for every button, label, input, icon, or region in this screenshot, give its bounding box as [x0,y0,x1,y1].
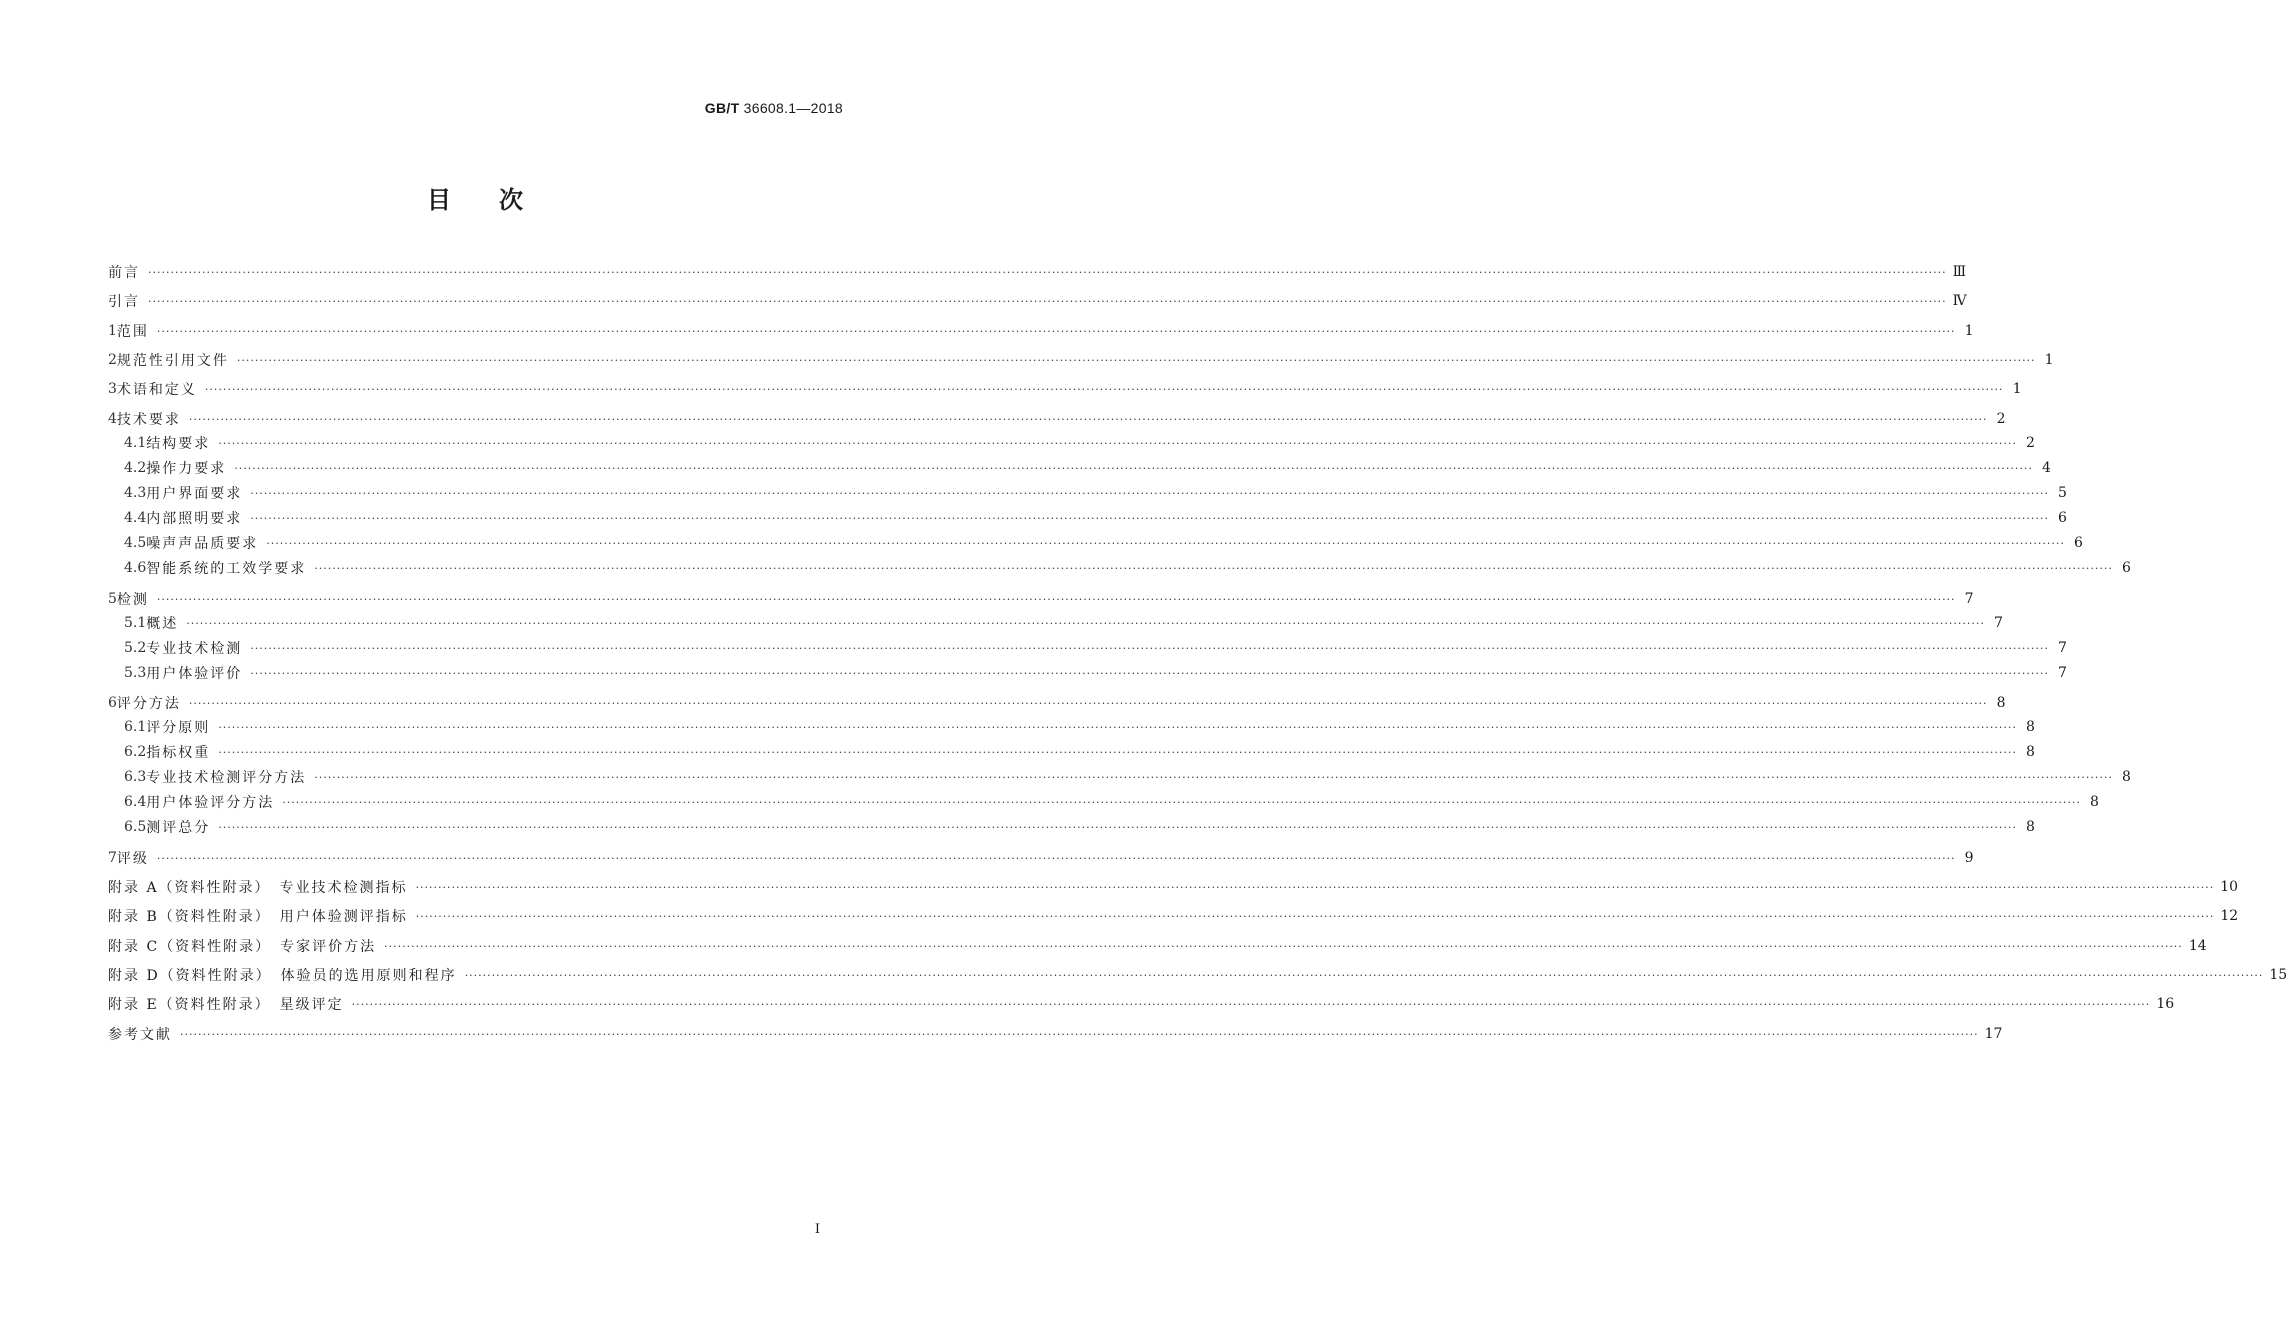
toc-entry-number: 6.1 [124,719,147,735]
toc-entry[interactable] [124,661,2067,685]
toc-entry[interactable] [108,406,2006,432]
toc-entry[interactable] [108,318,1974,344]
toc-dot-leader: ················································································································································································································································································································································································································ [384,939,2183,953]
toc-dot-leader: ················································································································································································································································································································································································································ [250,641,2049,655]
toc-entry[interactable] [108,259,1967,285]
toc-entry-label: 专业技术检测评分方法 [146,770,307,786]
toc-entry-page: 16 [2156,996,2175,1012]
toc-entry-label: 参考文献 [108,1027,172,1043]
toc-entry[interactable] [124,740,2035,764]
toc-entry[interactable] [108,1021,2003,1047]
toc-entry-number: 5.2 [124,640,147,656]
standard-prefix: GB/T [704,100,740,116]
page-title: 目 次 [427,186,523,214]
toc-dot-leader: ················································································································································································································································································································································································································ [218,745,2017,759]
toc-entry-number: 2 [108,352,117,368]
toc-entry-page: 2 [1996,411,2006,427]
toc-entry-page: 7 [1964,591,1974,607]
toc-entry[interactable] [124,815,2035,839]
toc-entry-label: 专业技术检测 [146,641,243,657]
toc-dot-leader: ················································································································································································································································································································································································································ [236,353,2036,367]
toc-entry-page: 7 [2057,665,2067,681]
toc-entry[interactable] [108,690,2006,716]
toc-entry[interactable] [108,586,1974,612]
page-number: Ⅰ [814,1222,820,1237]
toc-entry-number: 6.5 [124,819,147,835]
toc-entry[interactable] [124,556,2131,580]
toc-entry-page: Ⅲ [1952,264,1967,280]
toc-dot-leader: ················································································································································································································································································································································································································ [156,851,1956,865]
toc-dot-leader: ················································································································································································································································································································································································································ [314,770,2113,784]
toc-entry-number: 4 [108,411,117,427]
toc-entry-number: 3 [108,381,117,397]
toc-entry[interactable] [124,715,2035,739]
toc-entry-page: 2 [2025,435,2035,451]
toc-entry-number: 4.6 [124,560,147,576]
toc-entry-label: 指标权重 [146,745,211,761]
toc-entry-page: Ⅳ [1952,293,1967,309]
toc-entry-label: 附录 B（资料性附录） 用户体验测评指标 [108,909,408,925]
toc-dot-leader: ················································································································································································································································································································································································································ [282,795,2081,809]
toc-entry[interactable] [124,636,2067,660]
toc-entry-number: 4.4 [124,510,147,526]
toc-entry-page: 8 [2121,769,2131,785]
toc-entry-number: 7 [108,850,117,866]
toc-entry-page: 1 [2044,352,2054,368]
toc-entry-label: 操作力要求 [146,461,227,477]
toc-entry-label: 附录 A（资料性附录） 专业技术检测指标 [108,880,408,896]
toc-entry-label: 评分方法 [116,696,181,712]
toc-entry-page: 6 [2057,510,2067,526]
toc-entry[interactable] [108,845,1974,871]
toc-dot-leader: ················································································································································································································································································································································································································ [234,461,2033,475]
standard-number [705,100,843,116]
toc-dot-leader: ················································································································································································································································································································································································································ [415,880,2215,894]
toc-entry[interactable] [108,991,2175,1017]
toc-entry-label: 用户界面要求 [146,486,243,502]
toc-entry-page: 6 [2073,535,2083,551]
toc-entry-number: 5 [108,591,117,607]
toc-entry-page: 5 [2057,485,2067,501]
toc-entry-label: 术语和定义 [116,382,197,398]
toc-dot-leader: ················································································································································································································································································································································································································ [188,696,1988,710]
toc-entry-page: 8 [1996,695,2006,711]
toc-entry[interactable] [124,611,2003,635]
toc-dot-leader: ················································································································································································································································································································································································································ [180,1027,1979,1041]
toc-entry-label: 评分原则 [146,720,211,736]
toc-entry-label: 附录 E（资料性附录） 星级评定 [108,997,344,1013]
toc-entry-page: 4 [2041,460,2051,476]
toc-entry-page: 8 [2089,794,2099,810]
toc-entry[interactable] [124,790,2099,814]
toc-entry-number: 6 [108,695,117,711]
toc-entry-page: 15 [2269,967,2287,983]
toc-entry-number: 4.2 [124,460,147,476]
toc-entry-label: 用户体验评价 [146,666,243,682]
toc-dot-leader: ················································································································································································································································································································································································································ [218,720,2017,734]
toc-entry-label: 技术要求 [116,412,181,428]
toc-dot-leader: ················································································································································································································································································································································································································ [218,820,2017,834]
toc-entry-label: 前言 [108,265,140,281]
toc-dot-leader: ················································································································································································································································································································································································································ [188,412,1988,426]
toc-entry[interactable] [108,962,2287,988]
toc-entry-label: 智能系统的工效学要求 [146,561,307,577]
toc-entry[interactable] [124,431,2035,455]
toc-dot-leader: ················································································································································································································································································································································································································ [415,909,2215,923]
toc-entry[interactable] [108,376,2022,402]
toc-entry-page: 8 [2025,744,2035,760]
toc-entry-number: 6.4 [124,794,147,810]
toc-entry-page: 17 [1984,1026,2003,1042]
toc-entry-page: 9 [1964,850,1974,866]
toc-dot-leader: ················································································································································································································································································································································································································ [250,666,2049,680]
toc-entry-number: 6.2 [124,744,147,760]
toc-entry-label: 范围 [116,324,149,340]
toc-entry-label: 测评总分 [146,820,211,836]
toc-dot-leader: ················································································································································································································································································································································································································ [186,616,1985,630]
toc-dot-leader: ················································································································································································································································································································································································································ [156,324,1956,338]
toc-entry-page: 1 [1964,323,1974,339]
toc-entry-number: 5.3 [124,665,147,681]
standard-code: 36608.1—2018 [743,100,843,116]
toc-entry-label: 附录 C（资料性附录） 专家评价方法 [108,939,377,955]
toc-entry-label: 内部照明要求 [146,511,243,527]
toc-entry-page: 8 [2025,719,2035,735]
toc-entry-label: 结构要求 [146,436,211,452]
toc-dot-leader: ················································································································································································································································································································································································································ [148,294,1947,308]
toc-dot-leader: ················································································································································································································································································································································································································ [218,436,2017,450]
toc-entry-label: 检测 [116,592,149,608]
toc-entry-page: 6 [2121,560,2131,576]
toc-entry[interactable] [108,903,2239,929]
toc-entry[interactable] [124,506,2067,530]
toc-entry-label: 附录 D（资料性附录） 体验员的选用原则和程序 [108,968,457,984]
toc-entry-label: 规范性引用文件 [116,353,229,369]
toc-entry-label: 评级 [116,851,149,867]
toc-dot-leader: ················································································································································································································································································································································································································ [156,592,1956,606]
toc-dot-leader: ················································································································································································································································································································································································································ [250,486,2049,500]
toc-entry-number: 1 [108,323,117,339]
toc-entry[interactable] [108,933,2207,959]
toc-entry-page: 12 [2220,908,2239,924]
toc-entry-page: 7 [2057,640,2067,656]
toc-dot-leader: ················································································································································································································································································································································································································ [351,997,2151,1011]
toc-entry-label: 用户体验评分方法 [146,795,275,811]
toc-dot-leader: ················································································································································································································································································································································································································ [464,968,2264,982]
toc-entry-label: 概述 [146,616,179,632]
toc-entry-number: 4.3 [124,485,147,501]
toc-dot-leader: ················································································································································································································································································································································································································ [266,536,2065,550]
toc-entry[interactable] [124,531,2083,555]
toc-entry-page: 7 [1993,615,2003,631]
toc-entry[interactable] [124,456,2051,480]
toc-entry-label: 引言 [108,294,140,310]
toc-entry[interactable] [108,347,2054,373]
toc-dot-leader: ················································································································································································································································································································································································································ [204,382,2004,396]
toc-entry-number: 4.5 [124,535,147,551]
toc-entry[interactable] [108,874,2239,900]
toc-entry-number: 4.1 [124,435,147,451]
toc-entry-page: 1 [2012,381,2022,397]
toc-entry[interactable] [124,481,2067,505]
toc-entry[interactable] [124,765,2131,789]
toc-dot-leader: ················································································································································································································································································································································································································ [250,511,2049,525]
toc-entry-page: 10 [2220,879,2239,895]
toc-entry-number: 6.3 [124,769,147,785]
toc-dot-leader: ················································································································································································································································································································································································································ [148,265,1947,279]
toc-dot-leader: ················································································································································································································································································································································································································ [314,561,2113,575]
toc-entry-label: 噪声声品质要求 [146,536,259,552]
toc-entry[interactable] [108,288,1967,314]
toc-entry-page: 14 [2188,938,2207,954]
toc-entry-page: 8 [2025,819,2035,835]
toc-entry-number: 5.1 [124,615,147,631]
